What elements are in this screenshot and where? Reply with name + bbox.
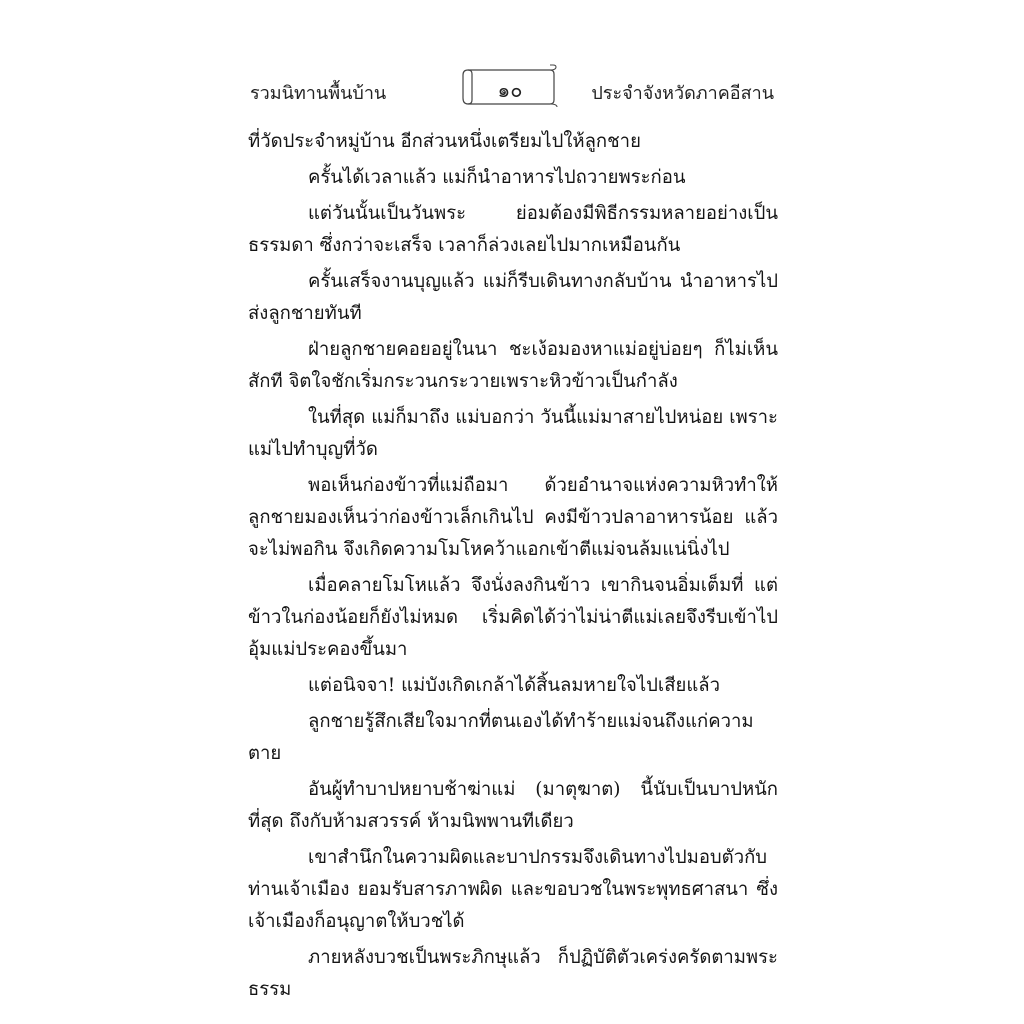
paragraph-7: พอเห็นก่องข้าวที่แม่ถือมา ด้วยอำนาจแห่งความหิวทำให้ลูกชายมองเห็นว่าก่องข้าวเล็กเกินไป คงมีข้าวปลาอาหารน้อย แล้วจะไม่พอกิน จึงเกิดความโมโหคว้าแอกเข้าตีแม่จนล้มแน่นิ่งไป <box>248 475 778 560</box>
story-body <box>248 126 778 1010</box>
paragraph-2: ครั้นได้เวลาแล้ว แม่ก็นำอาหารไปถวายพระก่อน <box>308 167 686 188</box>
paragraph-3: แต่วันนั้นเป็นวันพระ ย่อมต้องมีพิธีกรรมหลายอย่างเป็นธรรมดา ซึ่งกว่าจะเสร็จ เวลาก็ล่วงเลยไปมากเหมือนกัน <box>248 203 778 256</box>
paragraph-1: ที่วัดประจำหมู่บ้าน อีกส่วนหนึ่งเตรียมไปให้ลูกชาย <box>248 131 641 152</box>
running-header-book-title: รวมนิทานพื้นบ้าน <box>250 83 387 104</box>
paragraph-6: ในที่สุด แม่ก็มาถึง แม่บอกว่า วันนี้แม่มาสายไปหน่อย เพราะแม่ไปทำบุญที่วัด <box>248 407 778 460</box>
paragraph-10: ลูกชายรู้สึกเสียใจมากที่ตนเองได้ทำร้ายแม่จนถึงแก่ความตาย <box>248 711 754 764</box>
running-header-region-title: ประจำจังหวัดภาคอีสาน <box>591 83 774 104</box>
page-number: ๑๐ <box>497 78 523 102</box>
paragraph-11: อันผู้ทำบาปหยาบช้าฆ่าแม่ (มาตุฆาต) นี้นับเป็นบาปหนักที่สุด ถึงกับห้ามสวรรค์ ห้ามนิพพานทีเดียว <box>248 779 778 832</box>
paragraph-12: เขาสำนึกในความผิดและบาปกรรมจึงเดินทางไปมอบตัวกับท่านเจ้าเมือง ยอมรับสารภาพผิด และขอบวชในพระพุทธศาสนา ซึ่งเจ้าเมืองก็อนุญาตให้บวชได้ <box>248 847 778 932</box>
paragraph-8: เมื่อคลายโมโหแล้ว จึงนั่งลงกินข้าว เขากินจนอิ่มเต็มที่ แต่ข้าวในก่องน้อยก็ยังไม่หมด เริ่มคิดได้ว่าไม่น่าตีแม่เลยจึงรีบเข้าไปอุ้มแม่ประคองขึ้นมา <box>248 575 778 660</box>
paragraph-5: ฝ่ายลูกชายคอยอยู่ในนา ชะเง้อมองหาแม่อยู่บ่อยๆ ก็ไม่เห็นสักที จิตใจชักเริ่มกระวนกระวายเพราะหิวข้าวเป็นกำลัง <box>248 339 778 392</box>
paragraph-13: ภายหลังบวชเป็นพระภิกษุแล้ว ก็ปฏิบัติตัวเคร่งครัดตามพระธรรม <box>248 947 778 1000</box>
paragraph-9: แต่อนิจจา! แม่บังเกิดเกล้าได้สิ้นลมหายใจไปเสียแล้ว <box>308 675 720 696</box>
paragraph-4: ครั้นเสร็จงานบุญแล้ว แม่ก็รีบเดินทางกลับบ้าน นำอาหารไปส่งลูกชายทันที <box>248 271 778 324</box>
page-number-scroll <box>460 64 560 108</box>
